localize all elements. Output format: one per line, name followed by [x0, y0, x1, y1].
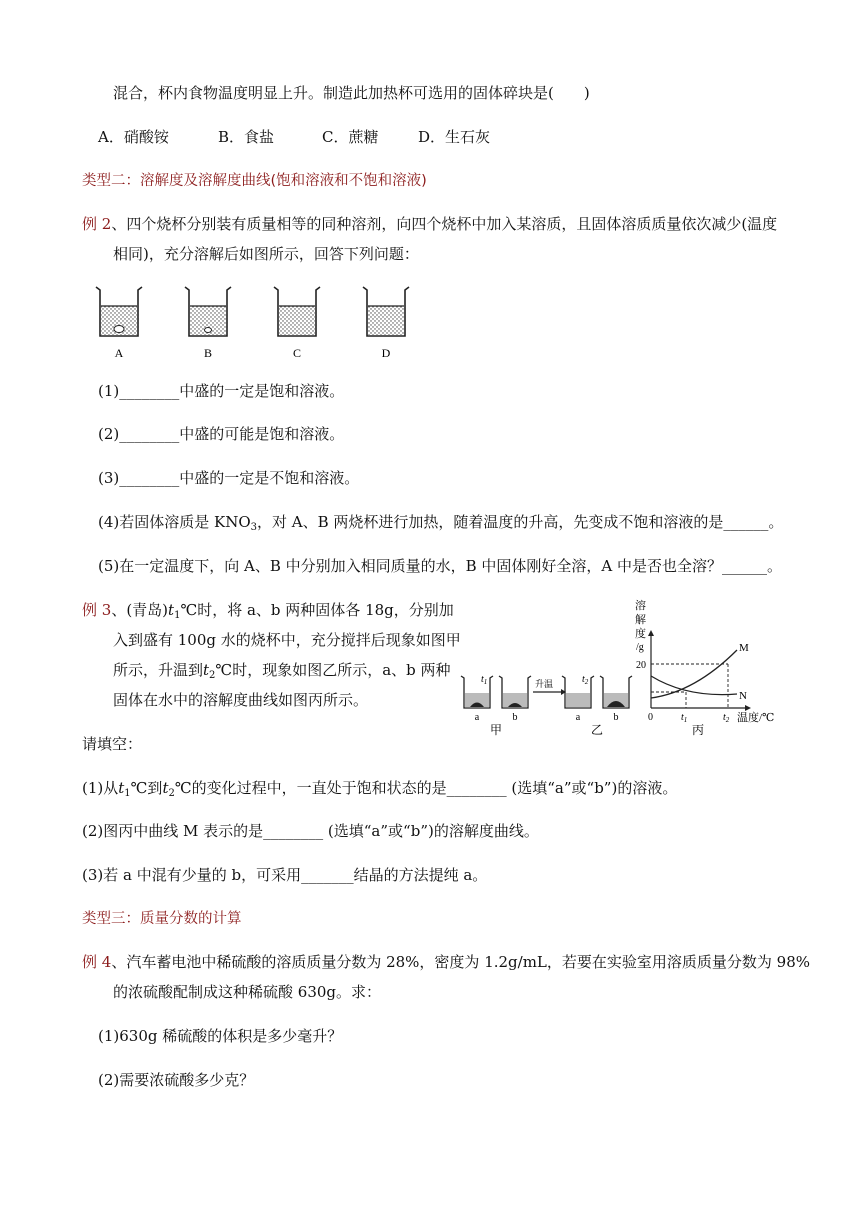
beaker-b [185, 287, 231, 336]
intro-line: 混合，杯内食物温度明显上升。制造此加热杯可选用的固体碎块是( ) [113, 84, 590, 102]
y-axis-char1: 溶 [635, 600, 646, 612]
ex3-t2: t [203, 661, 210, 679]
ex3-label: 例 3 [82, 601, 112, 619]
yi-label-b: b [613, 712, 619, 723]
beaker-a [96, 287, 142, 336]
ex3-q1-t1-sub: 1 [124, 788, 131, 799]
ex3-text3a: 所示，升温到 [113, 661, 204, 679]
option-b: B．食盐 [218, 128, 275, 146]
ex3-q1-b: ℃到 [130, 779, 163, 797]
ex2-q4 [98, 511, 783, 539]
yi-label-a: a [575, 712, 581, 723]
ex3-q3: (3)若 a 中混有少量的 b，可采用_______结晶的方法提纯 a。 [82, 866, 488, 884]
ex2-q4-part1: (4)若固体溶质是 KNO [98, 513, 251, 531]
fig-t1-sub: 1 [483, 678, 488, 686]
ex3-text3b: ℃时，现象如图乙所示，a、b 两种 [215, 661, 451, 679]
ex2-line1 [82, 213, 777, 235]
ex3-line3 [113, 659, 451, 687]
fig-t1-t: t [481, 674, 484, 685]
jia-beaker-b [499, 676, 531, 708]
type3-heading: 类型三：质量分数的计算 [82, 911, 242, 927]
solubility-chart [635, 598, 774, 724]
beaker-label-a: A [114, 346, 124, 360]
ex2-q3: (3)________中盛的一定是不饱和溶液。 [98, 469, 360, 487]
ex4-label: 例 4 [82, 953, 112, 971]
caption-yi: 乙 [590, 723, 604, 737]
ex2-q1: (1)________中盛的一定是饱和溶液。 [98, 382, 345, 400]
option-c: C．蔗糖 [322, 128, 379, 146]
y-tick-20: 20 [636, 660, 646, 671]
x-axis-label: 温度/℃ [737, 712, 775, 724]
beaker-label-d: D [381, 346, 391, 360]
ex2-beakers-figure [88, 282, 418, 362]
svg-text:t2 [723, 712, 730, 724]
x-t1: t [681, 712, 684, 723]
ex3-q1-t2: t [162, 779, 169, 797]
ex3-q1-t1: t [118, 779, 125, 797]
ex3-t: t [168, 601, 175, 619]
ex4-line2: 的浓硫酸配制成这种稀硫酸 630g。求： [113, 983, 382, 1001]
ex4-line1 [82, 951, 810, 973]
beaker-label-c: C [292, 346, 302, 360]
ex3-q2: (2)图丙中曲线 M 表示的是________ (选填“a”或“b”)的溶解度曲线。 [82, 822, 539, 840]
curve-n-label: N [739, 690, 747, 702]
fig-t2-t: t [582, 674, 585, 685]
ex3-fill-prompt: 请填空： [82, 735, 143, 753]
ex3-q1-c: ℃的变化过程中，一直处于饱和状态的是________ (选填“a”或“b”)的溶液。 [174, 779, 678, 797]
curve-m-label: M [739, 642, 749, 654]
ex2-q4-part2: ，对 A、B 两烧杯进行加热，随着温度的升高，先变成不饱和溶液的是______。 [257, 513, 784, 531]
x-t2-sub: 2 [725, 716, 730, 724]
yi-beaker-b [600, 676, 632, 708]
beaker-c [274, 287, 320, 336]
jia-label-b: b [512, 712, 518, 723]
x-origin: 0 [648, 712, 653, 723]
svg-text:t2 [582, 674, 589, 686]
caption-bing: 丙 [691, 723, 705, 737]
y-axis-char2: 解 [635, 614, 646, 626]
svg-text:t1 [481, 674, 487, 686]
ex3-t-sub1: 1 [174, 610, 181, 621]
option-a: A．硝酸铵 [98, 128, 169, 146]
ex2-label: 例 2 [82, 215, 112, 233]
ex4-q2: (2)需要浓硫酸多少克？ [98, 1071, 255, 1089]
option-d: D．生石灰 [418, 128, 491, 146]
beaker-label-b: B [203, 346, 213, 360]
ex2-line2: 相同)，充分溶解后如图所示，回答下列问题： [113, 245, 419, 263]
ex3-line1 [82, 599, 454, 627]
ex3-line2: 入到盛有 100g 水的烧杯中，充分搅拌后现象如图甲 [113, 631, 461, 649]
svg-text:t1 [681, 712, 687, 724]
ex2-q4-subscript: 3 [250, 522, 258, 533]
fig-t2-sub: 2 [584, 678, 589, 686]
ex3-q1 [82, 777, 677, 805]
ex3-text1b: ℃时，将 a、b 两种固体各 18g，分别加 [180, 601, 454, 619]
ex4-q1: (1)630g 稀硫酸的体积是多少毫升？ [98, 1027, 343, 1045]
caption-jia: 甲 [489, 723, 503, 737]
type2-heading: 类型二：溶解度及溶解度曲线(饱和溶液和不饱和溶液) [82, 173, 427, 189]
ex4-text1: 、汽车蓄电池中稀硫酸的溶质质量分数为 28%，密度为 1.2g/mL，若要在实验室用溶质质量分数为 98% [111, 953, 810, 971]
ex3-line4: 固体在水中的溶解度曲线如图丙所示。 [113, 691, 369, 709]
curve-m [651, 650, 737, 698]
ex2-q5: (5)在一定温度下，向 A、B 中分别加入相同质量的水，B 中固体刚好全溶，A 中是否也全溶？______。 [98, 557, 783, 575]
heat-label: 升温 [535, 679, 554, 689]
jia-beaker-a [461, 676, 493, 708]
y-axis-unit: /g [636, 642, 644, 653]
ex3-text1a: 、(青岛) [111, 601, 169, 619]
ex3-q1-a: (1)从 [82, 779, 119, 797]
x-t2: t [723, 712, 726, 723]
beaker-d [363, 287, 409, 336]
ex3-t-sub2: 2 [209, 670, 216, 681]
ex3-q1-t2-sub: 2 [168, 788, 175, 799]
ex2-q2: (2)________中盛的可能是饱和溶液。 [98, 425, 345, 443]
yi-beaker-a [562, 676, 594, 708]
ex3-figure [455, 596, 785, 746]
ex2-text1: 、四个烧杯分别装有质量相等的同种溶剂，向四个烧杯中加入某溶质，且固体溶质质量依次减少(温度 [111, 215, 778, 233]
y-axis-char3: 度 [635, 628, 646, 640]
jia-label-a: a [474, 712, 480, 723]
x-t1-sub: 1 [683, 716, 688, 724]
